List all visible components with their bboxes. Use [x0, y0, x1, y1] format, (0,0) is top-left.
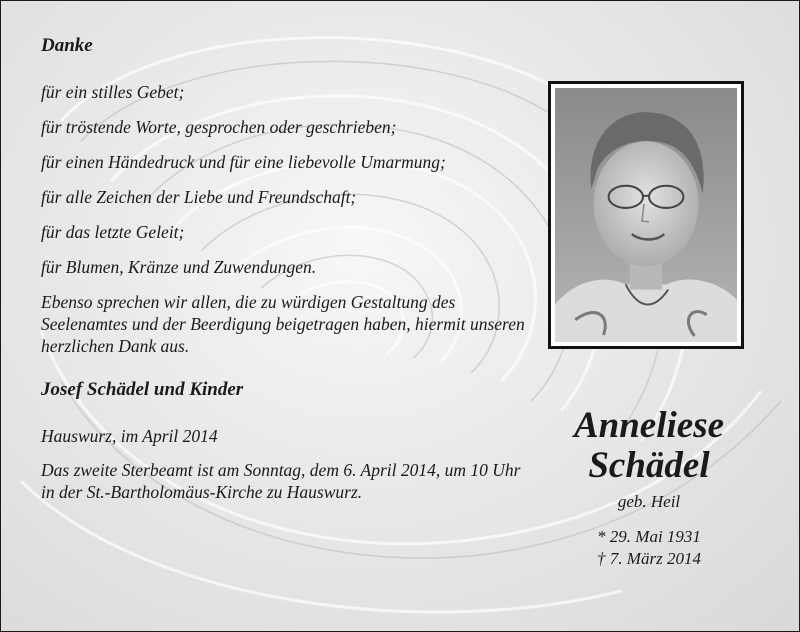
- thanks-line-handshake: für einen Händedruck und für eine liebevolle Umarmung;: [41, 152, 446, 172]
- thanks-section: [41, 35, 541, 503]
- portrait-photo: [555, 88, 737, 342]
- place-date: Hauswurz, im April 2014: [41, 426, 218, 446]
- thanks-line-love: für alle Zeichen der Liebe und Freundschaft;: [41, 187, 357, 207]
- thanks-line-words: für tröstende Worte, gesprochen oder geschrieben;: [41, 117, 397, 137]
- deceased-first-name: Anneliese: [573, 405, 725, 446]
- thanks-line-flowers: für Blumen, Kränze und Zuwendungen.: [41, 257, 317, 277]
- family-signature: Josef Schädel und Kinder: [41, 379, 244, 400]
- thanks-heading: Danke: [41, 35, 93, 56]
- death-date: † 7. März 2014: [597, 549, 701, 568]
- thanks-paragraph: Ebenso sprechen wir allen, die zu würdigen Gestaltung des Seelenamtes und der Beerdigung beigetragen haben, hiermit unseren herzlichen Dank aus.: [41, 292, 525, 356]
- portrait-frame: [548, 81, 744, 349]
- birth-name: geb. Heil: [617, 492, 681, 511]
- deceased-section: [529, 406, 769, 570]
- thanks-line-escort: für das letzte Geleit;: [41, 222, 185, 242]
- birth-date: * 29. Mai 1931: [597, 527, 701, 546]
- memorial-notice: Das zweite Sterbeamt ist am Sonntag, dem 6. April 2014, um 10 Uhr in der St.-Bartholomäus-Kirche zu Hauswurz.: [41, 460, 521, 502]
- thanks-line-prayer: für ein stilles Gebet;: [41, 82, 185, 102]
- deceased-last-name: Schädel: [588, 445, 710, 486]
